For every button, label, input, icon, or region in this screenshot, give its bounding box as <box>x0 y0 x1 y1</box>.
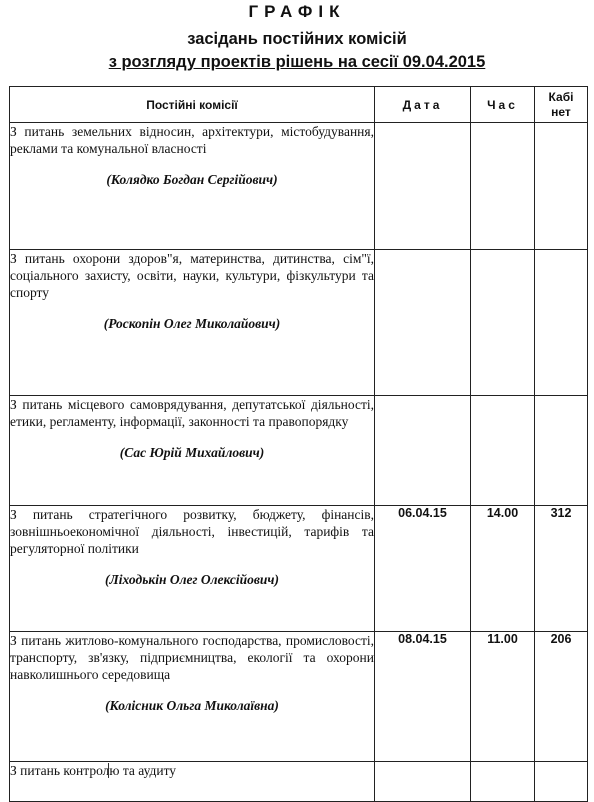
commission-head: (Колядко Богдан Сергійович) <box>106 172 278 187</box>
commission-name: З питань місцевого самоврядування, депутатської діяльності, етики, регламенту, інформації, законності та правопорядку <box>10 397 374 429</box>
time-cell[interactable] <box>471 396 535 506</box>
time-cell[interactable] <box>471 762 535 802</box>
time-cell[interactable]: 14.00 <box>471 506 535 632</box>
time-cell[interactable]: 11.00 <box>471 632 535 762</box>
commission-cell[interactable] <box>10 632 375 762</box>
schedule-table <box>9 86 588 802</box>
table-row <box>10 632 588 762</box>
commission-name-end: ю та аудиту <box>109 763 177 778</box>
commission-head: (Колісник Ольга Миколаївна) <box>105 698 279 713</box>
commission-name-start: З питань контрол <box>10 763 110 778</box>
commission-cell[interactable] <box>10 762 375 802</box>
table-row <box>10 762 588 802</box>
room-cell[interactable] <box>535 123 588 250</box>
column-header-date: Дата <box>375 87 471 123</box>
date-cell[interactable] <box>375 123 471 250</box>
date-cell[interactable]: 06.04.15 <box>375 506 471 632</box>
commission-head: (Роскопін Олег Миколайович) <box>103 316 281 331</box>
time-cell[interactable] <box>471 123 535 250</box>
column-header-room-line1: Кабі <box>548 89 574 104</box>
column-header-room <box>535 87 588 123</box>
column-header-commissions: Постійні комісії <box>10 87 375 123</box>
commission-cell[interactable] <box>10 506 375 632</box>
room-cell[interactable] <box>535 396 588 506</box>
document-subtitle: засідань постійних комісій <box>187 30 407 48</box>
commission-head: (Ліходькін Олег Олексійович) <box>105 572 279 587</box>
date-cell[interactable] <box>375 762 471 802</box>
room-cell[interactable] <box>535 762 588 802</box>
commission-cell[interactable] <box>10 250 375 396</box>
table-row <box>10 123 588 250</box>
date-cell[interactable]: 08.04.15 <box>375 632 471 762</box>
time-cell[interactable] <box>471 250 535 396</box>
date-cell[interactable] <box>375 250 471 396</box>
table-row <box>10 396 588 506</box>
document-subtitle-session: з розгляду проектів рішень на сесії 09.04.2015 <box>108 53 486 71</box>
commission-name: З питань охорони здоров"я, материнства, дитинства, сім"ї, соціального захисту, освіти, науки, культури, фізкультури та спорту <box>10 251 374 300</box>
commission-cell[interactable] <box>10 123 375 250</box>
date-cell[interactable] <box>375 396 471 506</box>
table-row <box>10 506 588 632</box>
column-header-room-line2: нет <box>551 104 571 119</box>
commission-head: (Сас Юрій Михайлович) <box>119 445 265 460</box>
commission-name: З питань земельних відносин, архітектури, містобудування, реклами та комунальної власності <box>10 124 374 156</box>
commission-name: З питань стратегічного розвитку, бюджету, фінансів, зовнішньоекономічної діяльності, інвестицій, тарифів та регуляторної політики <box>10 507 374 556</box>
document-title: ГРАФІК <box>248 2 346 21</box>
commission-cell[interactable] <box>10 396 375 506</box>
table-header-row <box>10 87 588 123</box>
room-cell[interactable]: 312 <box>535 506 588 632</box>
table-row <box>10 250 588 396</box>
room-cell[interactable]: 206 <box>535 632 588 762</box>
column-header-time: Час <box>471 87 535 123</box>
commission-name: З питань житлово-комунального господарства, промисловості, транспорту, зв'язку, підприємництва, екології та охорони навколишнього середовища <box>10 633 374 682</box>
room-cell[interactable] <box>535 250 588 396</box>
